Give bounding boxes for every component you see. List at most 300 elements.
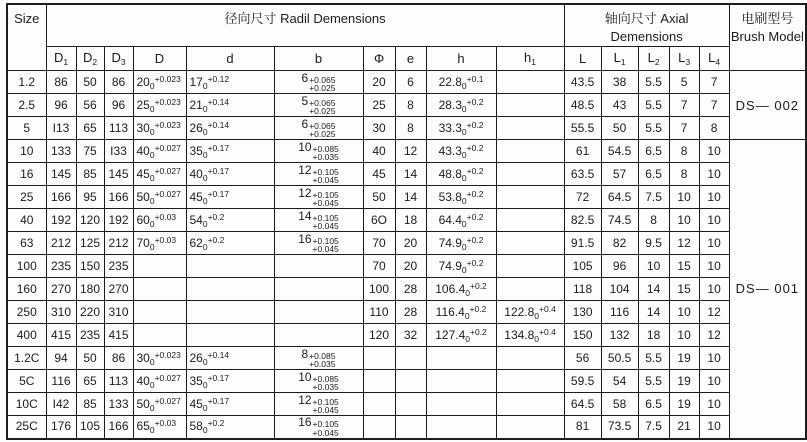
cell-L1: 50: [601, 117, 638, 140]
cell-D: $20_0^{+0.023}$: [133, 71, 186, 94]
column-header-b: b: [274, 47, 363, 71]
column-header-L4: $L_4$: [699, 47, 729, 71]
cell-h: $127.4_0^{+0.2}$: [426, 324, 496, 347]
cell-D: $50_0^{+0.027}$: [133, 393, 186, 416]
cell-b: 10 +0.085 +0.035: [274, 140, 363, 163]
cell-d2: 180: [76, 278, 104, 301]
cell-d1: 145: [46, 163, 76, 186]
cell-phi: 40: [363, 140, 395, 163]
cell-e: 8: [395, 117, 426, 140]
cell-h1: [496, 347, 564, 370]
cell-b: 12 +0.105 +0.045: [274, 186, 363, 209]
cell-L3: 7: [669, 117, 699, 140]
column-header-L: L: [564, 47, 601, 71]
cell-L4: 12: [699, 301, 729, 324]
cell-L3: 19: [669, 370, 699, 393]
column-header-e: e: [395, 47, 426, 71]
cell-L2: 14: [638, 301, 669, 324]
cell-d2: 125: [76, 232, 104, 255]
cell-d: $45_0^{+0.17}$: [186, 393, 274, 416]
cell-d1: 235: [46, 255, 76, 278]
table-row-1.2: [7, 71, 806, 94]
cell-h: $22.8_0^{+0.1}$: [426, 71, 496, 94]
cell-b: 14 +0.105 +0.045: [274, 209, 363, 232]
cell-d1: 166: [46, 186, 76, 209]
cell-h1: [496, 370, 564, 393]
cell-e: 6: [395, 71, 426, 94]
size-cell: 2.5: [7, 94, 46, 117]
cell-L2: 8: [638, 209, 669, 232]
cell-L3: 8: [669, 163, 699, 186]
cell-D: $65_0^{+0.03}$: [133, 416, 186, 439]
cell-h1: [496, 94, 564, 117]
cell-d2: 50: [76, 71, 104, 94]
cell-L2: 14: [638, 278, 669, 301]
cell-D: $45_0^{+0.027}$: [133, 163, 186, 186]
cell-L1: 57: [601, 163, 638, 186]
group-header-row: [7, 4, 806, 47]
cell-L1: 104: [601, 278, 638, 301]
cell-L2: 5.5: [638, 94, 669, 117]
cell-L4: 10: [699, 347, 729, 370]
cell-d: $35_0^{+0.17}$: [186, 370, 274, 393]
cell-phi: 110: [363, 301, 395, 324]
cell-d2: 105: [76, 416, 104, 439]
cell-h1: [496, 140, 564, 163]
cell-e: [395, 347, 426, 370]
cell-L1: 73.5: [601, 416, 638, 439]
cell-h1: [496, 255, 564, 278]
cell-phi: 20: [363, 71, 395, 94]
cell-d2: 235: [76, 324, 104, 347]
table-row-5: [7, 117, 806, 140]
cell-d1: I42: [46, 393, 76, 416]
cell-d3: 113: [104, 370, 133, 393]
cell-e: 28: [395, 278, 426, 301]
size-cell: 25: [7, 186, 46, 209]
cell-b: 6 +0.065 +0.025: [274, 71, 363, 94]
size-cell: 400: [7, 324, 46, 347]
cell-L4: 12: [699, 324, 729, 347]
cell-L4: 10: [699, 255, 729, 278]
cell-L3: 10: [669, 186, 699, 209]
cell-L: 56: [564, 347, 601, 370]
cell-L3: 8: [669, 140, 699, 163]
cell-e: [395, 416, 426, 439]
cell-h1: [496, 163, 564, 186]
cell-d1: 212: [46, 232, 76, 255]
cell-D: [133, 301, 186, 324]
size-cell: 16: [7, 163, 46, 186]
cell-L1: 38: [601, 71, 638, 94]
cell-L: 72: [564, 186, 601, 209]
cell-d3: 96: [104, 94, 133, 117]
cell-d3: 415: [104, 324, 133, 347]
cell-d: $35_0^{+0.17}$: [186, 140, 274, 163]
cell-phi: 100: [363, 278, 395, 301]
cell-phi: 120: [363, 324, 395, 347]
table-row-2.5: [7, 94, 806, 117]
table-row-10C: [7, 393, 806, 416]
cell-b: [274, 255, 363, 278]
cell-d2: 150: [76, 255, 104, 278]
cell-h: $74.9_0^{+0.2}$: [426, 232, 496, 255]
cell-L3: 19: [669, 393, 699, 416]
column-header-d1: $D_1$: [46, 47, 76, 71]
cell-phi: 25: [363, 94, 395, 117]
cell-d3: 192: [104, 209, 133, 232]
cell-L: 64.5: [564, 393, 601, 416]
size-cell: 5: [7, 117, 46, 140]
cell-L: 82.5: [564, 209, 601, 232]
cell-b: [274, 278, 363, 301]
table-row-16: [7, 163, 806, 186]
cell-e: 14: [395, 163, 426, 186]
cell-d: $62_0^{+0.2}$: [186, 232, 274, 255]
cell-L4: 10: [699, 370, 729, 393]
size-cell: 10C: [7, 393, 46, 416]
cell-L1: 74.5: [601, 209, 638, 232]
cell-D: [133, 278, 186, 301]
size-cell: 250: [7, 301, 46, 324]
cell-d1: 270: [46, 278, 76, 301]
brush-model-cell: DS— 002: [729, 71, 806, 140]
cell-L: 81: [564, 416, 601, 439]
cell-d: $54_0^{+0.2}$: [186, 209, 274, 232]
size-cell: 160: [7, 278, 46, 301]
cell-D: $50_0^{+0.027}$: [133, 186, 186, 209]
cell-h: $106.4_0^{+0.2}$: [426, 278, 496, 301]
cell-L1: 82: [601, 232, 638, 255]
cell-h: [426, 416, 496, 439]
group-header-brush-line1: 电刷型号: [741, 11, 794, 26]
cell-d1: 192: [46, 209, 76, 232]
cell-L3: 19: [669, 347, 699, 370]
cell-d1: 94: [46, 347, 76, 370]
cell-phi: 50: [363, 186, 395, 209]
cell-L3: 10: [669, 301, 699, 324]
cell-d3: 145: [104, 163, 133, 186]
cell-e: 20: [395, 255, 426, 278]
cell-d2: 65: [76, 370, 104, 393]
cell-h1: $134.8_0^{+0.4}$: [496, 324, 564, 347]
cell-b: 8 +0.085 +0.035: [274, 347, 363, 370]
cell-L: 118: [564, 278, 601, 301]
cell-phi: 45: [363, 163, 395, 186]
cell-L3: 10: [669, 209, 699, 232]
cell-d1: 133: [46, 140, 76, 163]
cell-d1: 96: [46, 94, 76, 117]
cell-b: 6 +0.065 +0.025: [274, 117, 363, 140]
cell-d3: 86: [104, 71, 133, 94]
cell-D: $30_0^{+0.023}$: [133, 117, 186, 140]
size-cell: 1.2C: [7, 347, 46, 370]
cell-d: [186, 255, 274, 278]
cell-phi: 70: [363, 255, 395, 278]
cell-h: $28.3_0^{+0.2}$: [426, 94, 496, 117]
cell-d3: 310: [104, 301, 133, 324]
cell-L4: 10: [699, 393, 729, 416]
cell-h: $53.8_0^{+0.2}$: [426, 186, 496, 209]
column-header-L3: $L_3$: [669, 47, 699, 71]
cell-h1: [496, 209, 564, 232]
cell-d1: 176: [46, 416, 76, 439]
cell-L2: 7.5: [638, 416, 669, 439]
cell-d3: 270: [104, 278, 133, 301]
cell-D: $30_0^{+0.023}$: [133, 347, 186, 370]
cell-d2: 50: [76, 347, 104, 370]
table-row-10: [7, 140, 806, 163]
cell-e: 14: [395, 186, 426, 209]
cell-h: $74.9_0^{+0.2}$: [426, 255, 496, 278]
cell-L4: 7: [699, 94, 729, 117]
cell-L2: 5.5: [638, 370, 669, 393]
cell-d2: 75: [76, 140, 104, 163]
cell-d3: 113: [104, 117, 133, 140]
cell-d: $58_0^{+0.2}$: [186, 416, 274, 439]
size-cell: 40: [7, 209, 46, 232]
cell-h1: [496, 393, 564, 416]
cell-L4: 10: [699, 232, 729, 255]
size-cell: 100: [7, 255, 46, 278]
column-header-size: Size: [7, 4, 46, 71]
cell-d: $26_0^{+0.14}$: [186, 117, 274, 140]
cell-d3: 212: [104, 232, 133, 255]
cell-D: $60_0^{+0.03}$: [133, 209, 186, 232]
cell-d2: 85: [76, 393, 104, 416]
cell-L4: 10: [699, 209, 729, 232]
cell-L: 150: [564, 324, 601, 347]
cell-d2: 220: [76, 301, 104, 324]
cell-h1: [496, 117, 564, 140]
table-row-400: [7, 324, 806, 347]
cell-e: 12: [395, 140, 426, 163]
cell-phi: [363, 370, 395, 393]
cell-L4: 10: [699, 163, 729, 186]
cell-L1: 96: [601, 255, 638, 278]
cell-e: 32: [395, 324, 426, 347]
column-header-phi: Φ: [363, 47, 395, 71]
cell-L3: 15: [669, 255, 699, 278]
table-row-100: [7, 255, 806, 278]
column-header-d2: $D_2$: [76, 47, 104, 71]
cell-L2: 6.5: [638, 393, 669, 416]
cell-L3: 5: [669, 71, 699, 94]
column-header-h: h: [426, 47, 496, 71]
cell-L1: 50.5: [601, 347, 638, 370]
cell-d3: 166: [104, 416, 133, 439]
cell-L1: 116: [601, 301, 638, 324]
cell-L1: 58: [601, 393, 638, 416]
cell-D: $70_0^{+0.03}$: [133, 232, 186, 255]
table-row-250: [7, 301, 806, 324]
cell-L: 43.5: [564, 71, 601, 94]
cell-h: $43.3_0^{+0.2}$: [426, 140, 496, 163]
cell-h: $64.4_0^{+0.2}$: [426, 209, 496, 232]
table-row-160: [7, 278, 806, 301]
cell-d1: 86: [46, 71, 76, 94]
cell-L2: 7.5: [638, 186, 669, 209]
cell-e: 20: [395, 232, 426, 255]
cell-D: $25_0^{+0.023}$: [133, 94, 186, 117]
cell-L4: 10: [699, 278, 729, 301]
cell-h1: $122.8_0^{+0.4}$: [496, 301, 564, 324]
cell-L1: 64.5: [601, 186, 638, 209]
cell-L: 105: [564, 255, 601, 278]
cell-phi: [363, 347, 395, 370]
cell-L: 91.5: [564, 232, 601, 255]
cell-h1: [496, 232, 564, 255]
group-header-radial: 径向尺寸 Radil Demensions: [46, 4, 564, 47]
cell-b: 5 +0.065 +0.025: [274, 94, 363, 117]
cell-D: $40_0^{+0.027}$: [133, 140, 186, 163]
table-row-40: [7, 209, 806, 232]
cell-d: [186, 324, 274, 347]
cell-phi: 70: [363, 232, 395, 255]
cell-D: $40_0^{+0.027}$: [133, 370, 186, 393]
cell-h: [426, 347, 496, 370]
cell-L3: 10: [669, 324, 699, 347]
cell-phi: [363, 416, 395, 439]
cell-phi: [363, 393, 395, 416]
cell-phi: 30: [363, 117, 395, 140]
group-header-brush: [729, 4, 806, 71]
cell-L1: 54.5: [601, 140, 638, 163]
cell-L3: 21: [669, 416, 699, 439]
cell-b: 12 +0.105 +0.045: [274, 163, 363, 186]
cell-L: 48.5: [564, 94, 601, 117]
cell-h: $116.4_0^{+0.2}$: [426, 301, 496, 324]
cell-d: $45_0^{+0.17}$: [186, 186, 274, 209]
cell-L2: 9.5: [638, 232, 669, 255]
table-row-25C: [7, 416, 806, 439]
cell-b: [274, 301, 363, 324]
cell-L4: 7: [699, 71, 729, 94]
cell-b: 10 +0.085 +0.035: [274, 370, 363, 393]
table-row-1.2C: [7, 347, 806, 370]
column-header-L1: $L_1$: [601, 47, 638, 71]
dimensions-table: [6, 3, 807, 440]
cell-d: [186, 278, 274, 301]
cell-L4: 10: [699, 416, 729, 439]
cell-L3: 15: [669, 278, 699, 301]
cell-d2: 65: [76, 117, 104, 140]
cell-L2: 10: [638, 255, 669, 278]
cell-L: 61: [564, 140, 601, 163]
cell-L3: 7: [669, 94, 699, 117]
cell-d3: I33: [104, 140, 133, 163]
cell-h1: [496, 278, 564, 301]
cell-d1: 116: [46, 370, 76, 393]
cell-d: $26_0^{+0.14}$: [186, 347, 274, 370]
cell-d3: 166: [104, 186, 133, 209]
cell-D: [133, 324, 186, 347]
size-cell: 63: [7, 232, 46, 255]
cell-h: $48.8_0^{+0.2}$: [426, 163, 496, 186]
cell-b: 16 +0.105 +0.045: [274, 416, 363, 439]
size-cell: 1.2: [7, 71, 46, 94]
cell-d: [186, 301, 274, 324]
cell-e: [395, 393, 426, 416]
cell-e: 8: [395, 94, 426, 117]
cell-d3: 133: [104, 393, 133, 416]
cell-L3: 12: [669, 232, 699, 255]
table-row-5C: [7, 370, 806, 393]
cell-d: $40_0^{+0.17}$: [186, 163, 274, 186]
subheader-row: [7, 47, 806, 71]
column-header-L2: $L_2$: [638, 47, 669, 71]
cell-h: [426, 393, 496, 416]
cell-d1: I13: [46, 117, 76, 140]
group-header-axial-line2: Demensions: [610, 29, 683, 44]
cell-L: 59.5: [564, 370, 601, 393]
cell-L4: 10: [699, 140, 729, 163]
cell-L: 63.5: [564, 163, 601, 186]
cell-L2: 5.5: [638, 347, 669, 370]
group-header-brush-line2: Brush Model: [730, 29, 804, 44]
cell-d: $21_0^{+0.14}$: [186, 94, 274, 117]
cell-d: $17_0^{+0.12}$: [186, 71, 274, 94]
cell-d3: 86: [104, 347, 133, 370]
size-cell: 25C: [7, 416, 46, 439]
cell-L4: 10: [699, 186, 729, 209]
cell-e: [395, 370, 426, 393]
cell-e: 28: [395, 301, 426, 324]
cell-L: 130: [564, 301, 601, 324]
cell-L1: 132: [601, 324, 638, 347]
cell-L1: 43: [601, 94, 638, 117]
column-header-d3: $D_3$: [104, 47, 133, 71]
cell-L2: 5.5: [638, 71, 669, 94]
cell-d2: 120: [76, 209, 104, 232]
cell-L2: 6.5: [638, 163, 669, 186]
column-header-d: d: [186, 47, 274, 71]
cell-d2: 56: [76, 94, 104, 117]
table-row-25: [7, 186, 806, 209]
cell-b: [274, 324, 363, 347]
cell-L2: 5.5: [638, 117, 669, 140]
cell-b: 16 +0.105 +0.045: [274, 232, 363, 255]
cell-phi: 6O: [363, 209, 395, 232]
cell-L2: 6.5: [638, 140, 669, 163]
cell-h1: [496, 186, 564, 209]
group-header-axial: [564, 4, 729, 47]
cell-e: 18: [395, 209, 426, 232]
cell-h1: [496, 416, 564, 439]
cell-d2: 95: [76, 186, 104, 209]
cell-L: 55.5: [564, 117, 601, 140]
group-header-axial-line1: 轴向尺寸 Axial: [604, 11, 689, 26]
cell-d2: 85: [76, 163, 104, 186]
column-header-D: D: [133, 47, 186, 71]
table-row-63: [7, 232, 806, 255]
size-cell: 5C: [7, 370, 46, 393]
cell-L4: 8: [699, 117, 729, 140]
column-header-h1: $h_1$: [496, 47, 564, 71]
cell-L2: 18: [638, 324, 669, 347]
cell-d3: 235: [104, 255, 133, 278]
cell-b: 12 +0.105 +0.045: [274, 393, 363, 416]
cell-d1: 310: [46, 301, 76, 324]
cell-d1: 415: [46, 324, 76, 347]
cell-L1: 54: [601, 370, 638, 393]
cell-h: $33.3_0^{+0.2}$: [426, 117, 496, 140]
brush-model-cell: DS— 001: [729, 140, 806, 439]
cell-h1: [496, 71, 564, 94]
cell-D: [133, 255, 186, 278]
size-cell: 10: [7, 140, 46, 163]
cell-h: [426, 370, 496, 393]
